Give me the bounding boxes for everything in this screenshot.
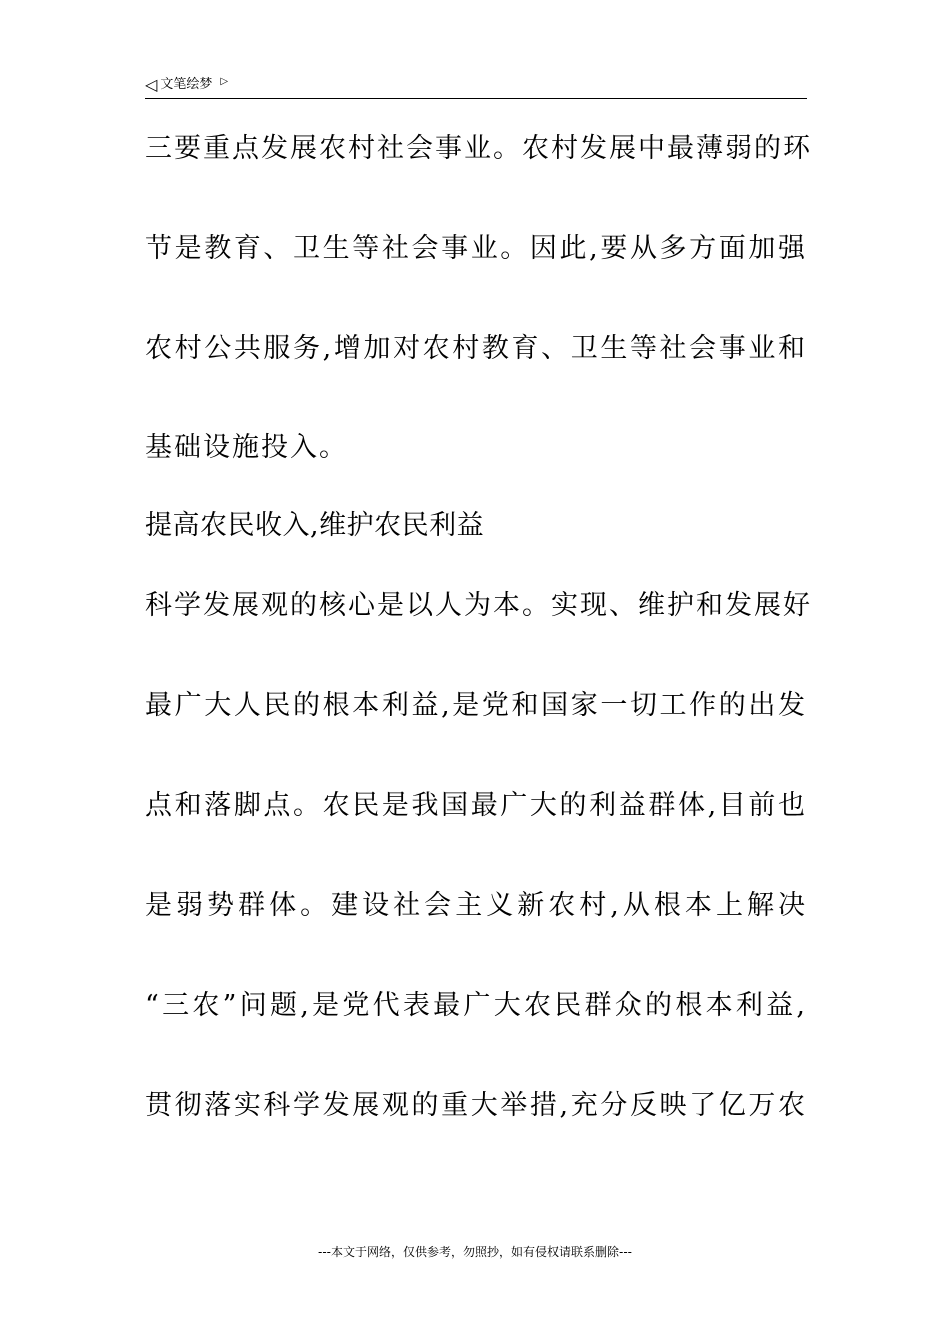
paragraph-1-line-4: 基础设施投入。 [145,432,348,463]
paragraph-1-line-1: 三要重点发展农村社会事业。农村发展中最薄弱的环 [145,133,812,164]
triangle-left-icon: ◁ [145,75,158,94]
footer-disclaimer: ---本文于网络，仅供参考，勿照抄，如有侵权请联系删除--- [318,1245,632,1259]
paragraph-2-line-1: 科学发展观的核心是以人为本。实现、维护和发展好 [145,590,812,621]
paragraph-2-line-6: 贯彻落实科学发展观的重大举措,充分反映了亿万农 [145,1090,807,1121]
header-title: 文笔绘梦 [160,77,213,92]
paragraph-2-line-2: 最广大人民的根本利益,是党和国家一切工作的出发 [145,690,807,721]
paragraph-2-line-4: 是弱势群体。建设社会主义新农村,从根本上解决 [145,890,807,921]
triangle-right-icon: ▷ [220,76,229,87]
paragraph-1-line-3: 农村公共服务,增加对农村教育、卫生等社会事业和 [145,333,807,364]
page-header [145,72,807,99]
paragraph-2-line-5: “三农”问题,是党代表最广大农民群众的根本利益, [145,990,807,1021]
paragraph-1-line-2: 节是教育、卫生等社会事业。因此,要从多方面加强 [145,233,807,264]
section-heading: 提高农民收入,维护农民利益 [145,510,485,541]
paragraph-2-line-3: 点和落脚点。农民是我国最广大的利益群体,目前也 [145,790,807,821]
